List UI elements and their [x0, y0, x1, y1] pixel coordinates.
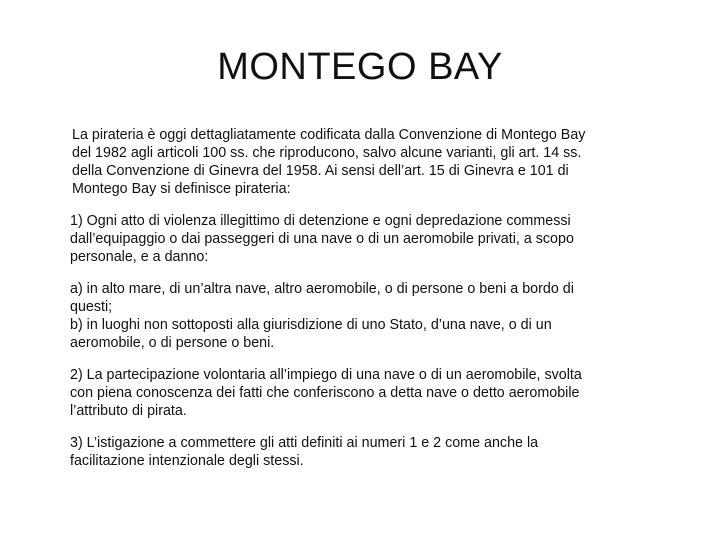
text-line: Montego Bay si definisce pirateria:: [72, 181, 291, 197]
text-line: con piena conoscenza dei fatti che conferiscono a detta nave o detto aeromobile: [70, 385, 580, 401]
text-line: della Convenzione di Ginevra del 1958. Ai sensi dell’art. 15 di Ginevra e 101 di: [72, 163, 569, 179]
text-line: l’attributo di pirata.: [70, 403, 187, 419]
slide-title: MONTEGO BAY: [217, 46, 503, 88]
point-3-paragraph: [70, 434, 670, 470]
text-line: aeromobile, o di persone o beni.: [70, 335, 275, 351]
text-line: dall’equipaggio o dai passeggeri di una nave o di un aeromobile privati, a scopo: [70, 231, 574, 247]
text-line: del 1982 agli articoli 100 ss. che riproducono, salvo alcune varianti, gli art. 14 ss.: [72, 145, 582, 161]
text-line: a) in alto mare, di un’altra nave, altro aeromobile, o di persone o beni a bordo di: [70, 281, 574, 297]
text-line: 2) La partecipazione volontaria all’impiego di una nave o di un aeromobile, svolta: [70, 367, 582, 383]
point-1-paragraph: [70, 212, 670, 266]
text-line: b) in luoghi non sottoposti alla giurisdizione di uno Stato, d’una nave, o di un: [70, 317, 552, 333]
slide-body: [70, 126, 670, 484]
text-line: facilitazione intenzionale degli stessi.: [70, 453, 304, 469]
text-line: questi;: [70, 299, 113, 315]
intro-paragraph: [70, 126, 670, 198]
text-line: personale, e a danno:: [70, 249, 209, 265]
text-line: 1) Ogni atto di violenza illegittimo di detenzione e ogni depredazione commessi: [70, 213, 571, 229]
subpoints-paragraph: [70, 280, 670, 352]
text-line: 3) L’istigazione a commettere gli atti definiti ai numeri 1 e 2 come anche la: [70, 435, 539, 451]
point-2-paragraph: [70, 366, 670, 420]
text-line: La pirateria è oggi dettagliatamente codificata dalla Convenzione di Montego Bay: [72, 127, 586, 143]
